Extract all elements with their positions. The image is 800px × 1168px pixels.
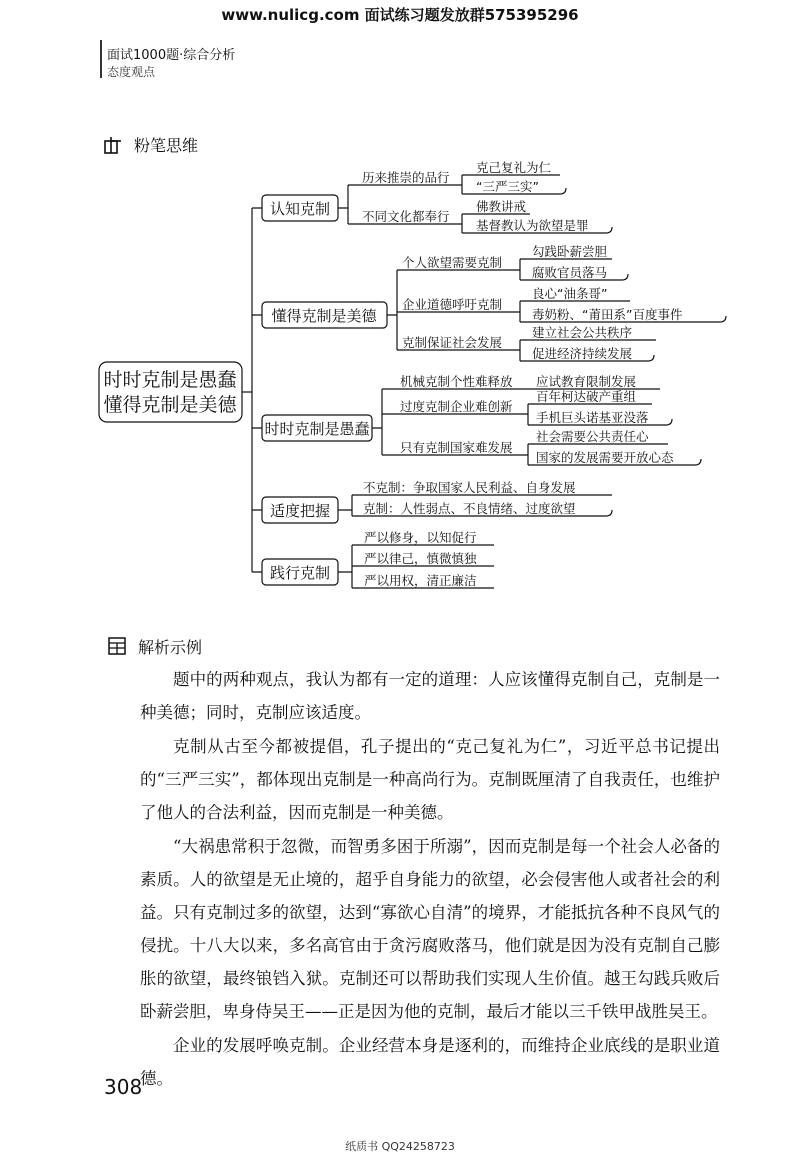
root-line-1: 时时克制是愚蠢 [103, 369, 237, 391]
leaf-label: 基督教认为欲望是罪 [476, 218, 589, 233]
leaf-label: 不克制：争取国家人民利益、自身发展 [363, 480, 576, 495]
leaf-label: 促进经济持续发展 [532, 346, 633, 361]
leaf-label: 克己复礼为仁 [476, 160, 552, 175]
leaf-label: 严以修身，以知促行 [364, 530, 477, 545]
section-mark-icon [108, 637, 126, 655]
leaf-label: 国家的发展需要开放心态 [536, 450, 674, 465]
section-title-mindmap: 粉笔思维 [134, 136, 199, 155]
section-title-analysis: 解析示例 [138, 638, 203, 657]
sub-label: 企业道德呼吁克制 [402, 297, 503, 312]
watermark-banner: www.nulicg.com 面试练习题发放群575395296 [221, 6, 579, 24]
leaf-label: “三严三实” [476, 179, 539, 194]
leaf-label: 手机巨头诺基亚没落 [536, 410, 649, 425]
paragraph: 企业的发展呼唤克制。企业经营本身是逐利的，而维持企业底线的是职业道德。 [140, 1036, 720, 1088]
leaf-label: 百年柯达破产重组 [536, 389, 637, 404]
branch-label-1: 认知克制 [269, 200, 331, 218]
leaf-label: 建立社会公共秩序 [532, 325, 633, 340]
paragraph: “大祸患常积于忽微，而智勇多困于所溺”，因而克制是每一个社会人必备的素质。人的欲望是无止境的，超乎自身能力的欲望，必会侵害他人或者社会的利益。只有克制过多的欲望，达到“寡欲心自清”的境界，才能抵抗各种不良风气的侵扰。十八大以来，多名高官由于贪污腐败落马，他们就是因为没有克制自己膨胀的欲望，最终锒铛入狱。克制还可以帮助我们实现人生价值。越王勾践兵败后卧薪尝胆，卑身侍吴王——正是因为他的克制，最后才能以三千铁甲战胜吴王。 [140, 837, 720, 1021]
analysis-body [140, 663, 720, 1096]
sub-label: 个人欲望需要克制 [402, 255, 503, 270]
sub-label: 过度克制企业难创新 [400, 399, 513, 414]
leaf-label: 毒奶粉、“莆田系”百度事件 [532, 307, 683, 322]
leaf-label: 腐败官员落马 [532, 265, 608, 280]
paragraph: 题中的两种观点，我认为都有一定的道理：人应该懂得克制自己，克制是一种美德；同时，克制应该适度。 [140, 670, 720, 722]
paragraph: 克制从古至今都被提倡，孔子提出的“克己复礼为仁”，习近平总书记提出的“三严三实”，都体现出克制是一种高尚行为。克制既厘清了自我责任，也维护了他人的合法利益，因而克制是一种美德。 [140, 737, 720, 822]
branch-label-5: 践行克制 [269, 564, 331, 582]
leaf-label: 社会需要公共责任心 [536, 429, 649, 444]
chapter-label: 态度观点 [107, 65, 156, 79]
sub-label: 机械克制个性难释放 [400, 374, 513, 389]
leaf-label: 佛教讲戒 [476, 199, 527, 214]
leaf-label: 应试教育限制发展 [536, 374, 637, 389]
leaf-label: 良心“油条哥” [532, 286, 608, 301]
sub-label: 只有克制国家难发展 [400, 440, 513, 455]
leaf-label: 克制：人性弱点、不良情绪、过度欲望 [363, 501, 576, 516]
leaf-label: 严以用权，清正廉洁 [364, 573, 477, 588]
branch-label-2: 懂得克制是美德 [271, 307, 377, 325]
page-number: 308 [104, 1075, 143, 1099]
root-line-2: 懂得克制是美德 [103, 394, 237, 416]
sub-label: 克制保证社会发展 [402, 335, 503, 350]
sub-label: 不同文化都奉行 [362, 209, 450, 224]
leaf-label: 勾践卧薪尝胆 [532, 244, 608, 259]
branch-label-4: 适度把握 [269, 502, 331, 520]
sub-label: 历来推崇的品行 [362, 170, 450, 185]
footer-note: 纸质书 QQ24258723 [345, 1140, 455, 1153]
book-title: 面试1000题·综合分析 [107, 48, 236, 63]
leaf-label: 严以律己，慎微慎独 [364, 551, 477, 566]
branch-label-3: 时时克制是愚蠢 [264, 420, 370, 438]
